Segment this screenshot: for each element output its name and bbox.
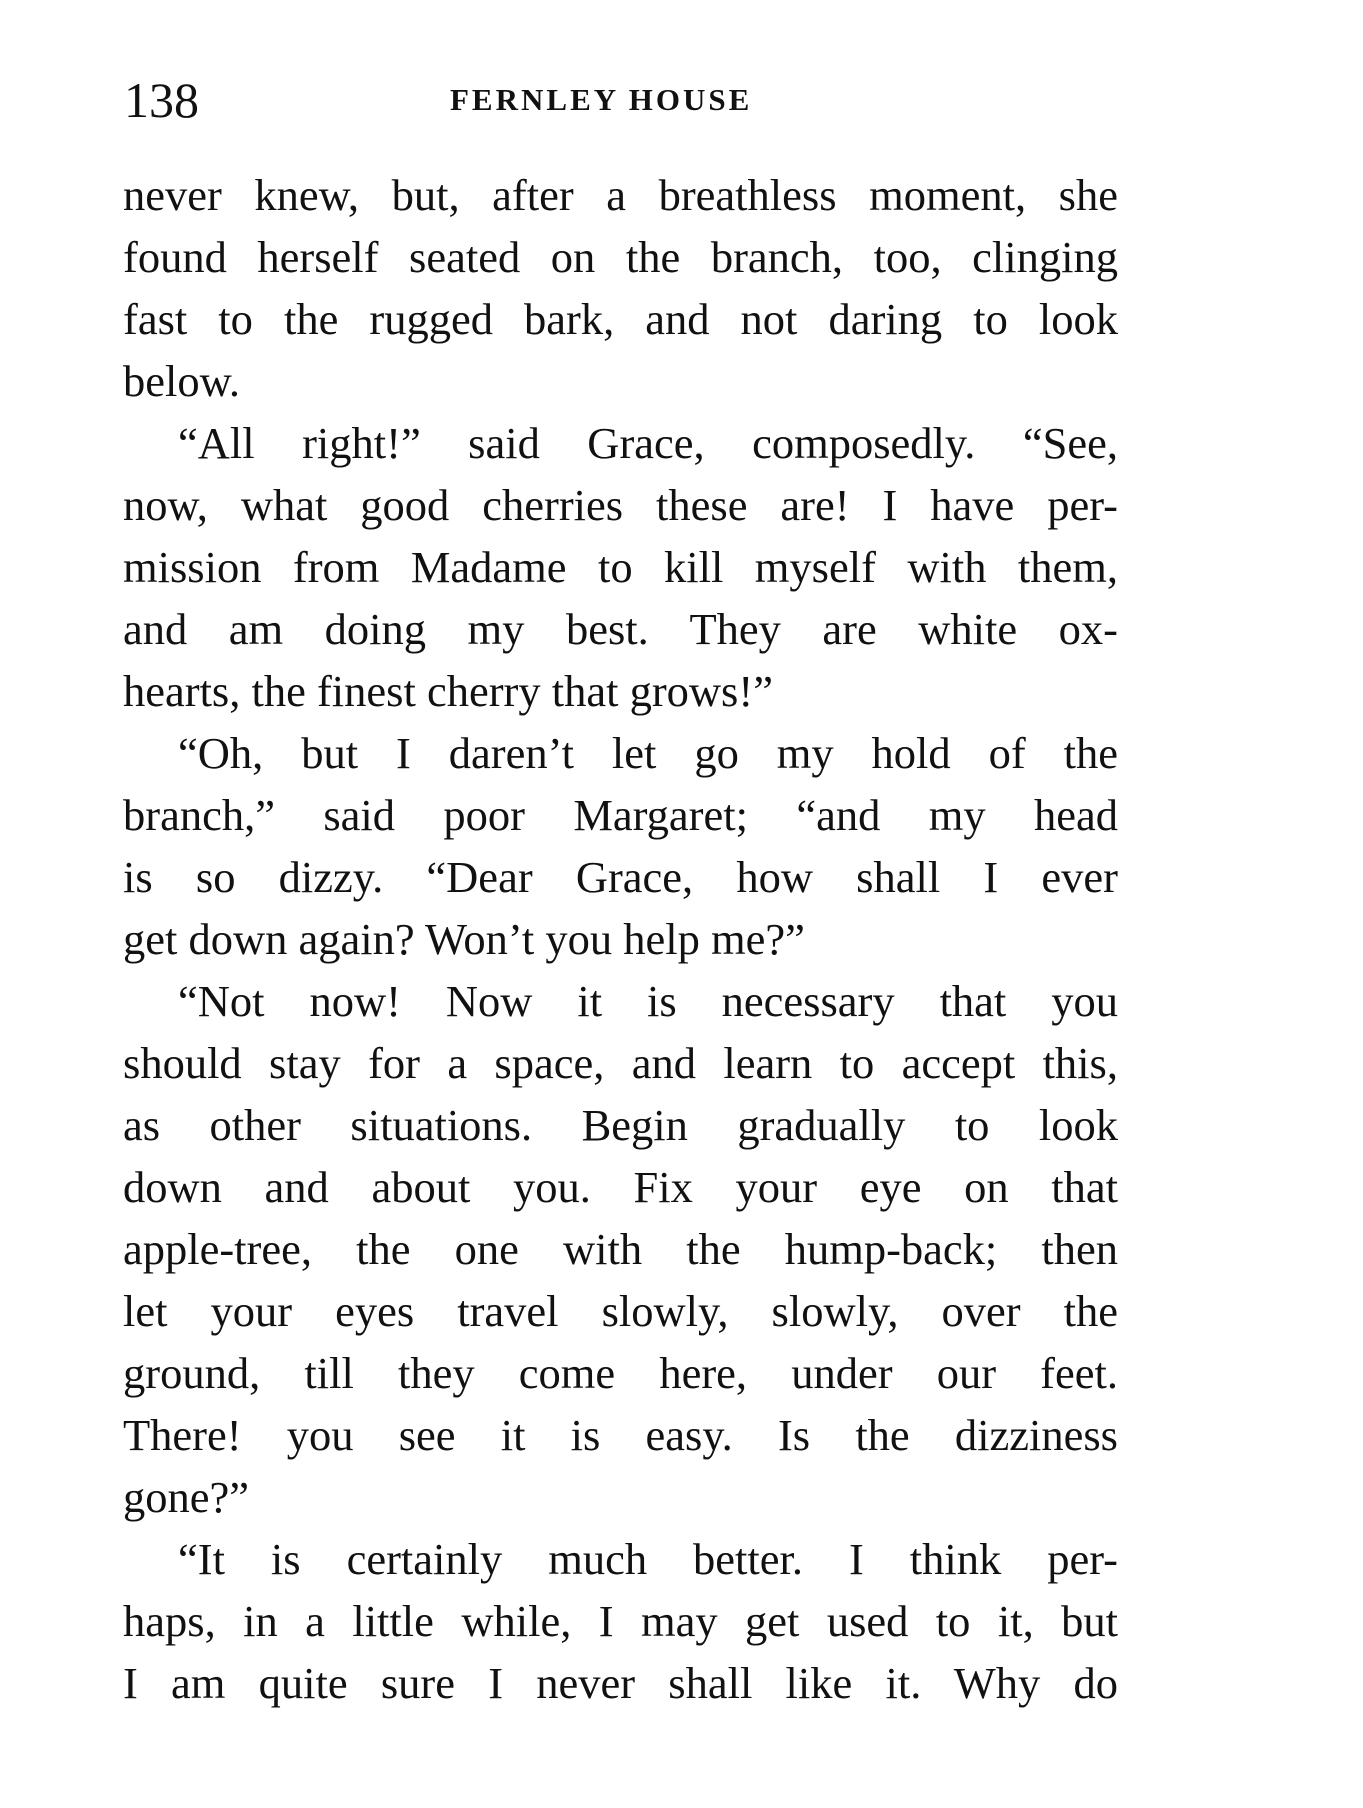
text-line: below.	[123, 356, 240, 406]
text-line: haps, in a little while, I may get used to it, but	[123, 1596, 1118, 1646]
body-text	[123, 164, 1118, 1714]
text-line: ground, till they come here, under our feet.	[123, 1348, 1118, 1398]
text-line: gone?”	[123, 1472, 250, 1522]
text-line: never knew, but, after a breathless moment, she	[123, 170, 1118, 220]
text-line: apple-tree, the one with the hump-back; then	[123, 1224, 1118, 1274]
text-line: “Not now! Now it is necessary that you	[178, 976, 1118, 1026]
page-header	[124, 70, 1124, 130]
text-line: I am quite sure I never shall like it. Why do	[123, 1658, 1118, 1708]
page-number: 138	[124, 72, 199, 128]
text-line: found herself seated on the branch, too, clinging	[123, 232, 1118, 282]
text-line: mission from Madame to kill myself with them,	[123, 542, 1118, 592]
text-line: “All right!” said Grace, composedly. “See,	[178, 418, 1118, 468]
text-line: “It is certainly much better. I think per-	[178, 1534, 1118, 1584]
text-line: now, what good cherries these are! I have per-	[123, 480, 1118, 530]
text-line: “Oh, but I daren’t let go my hold of the	[178, 728, 1118, 778]
running-title: FERNLEY HOUSE	[450, 82, 753, 117]
text-line: is so dizzy. “Dear Grace, how shall I ever	[123, 852, 1118, 902]
text-line: get down again? Won’t you help me?”	[123, 914, 805, 964]
text-line: There! you see it is easy. Is the dizziness	[123, 1410, 1118, 1460]
text-line: let your eyes travel slowly, slowly, over the	[123, 1286, 1118, 1336]
text-line: fast to the rugged bark, and not daring to look	[123, 294, 1118, 344]
text-line: branch,” said poor Margaret; “and my head	[123, 790, 1118, 840]
text-line: should stay for a space, and learn to accept this,	[123, 1038, 1118, 1088]
text-line: down and about you. Fix your eye on that	[123, 1162, 1118, 1212]
text-line: and am doing my best. They are white ox-	[123, 604, 1118, 654]
text-line: hearts, the finest cherry that grows!”	[123, 666, 773, 716]
text-line: as other situations. Begin gradually to look	[123, 1100, 1118, 1150]
